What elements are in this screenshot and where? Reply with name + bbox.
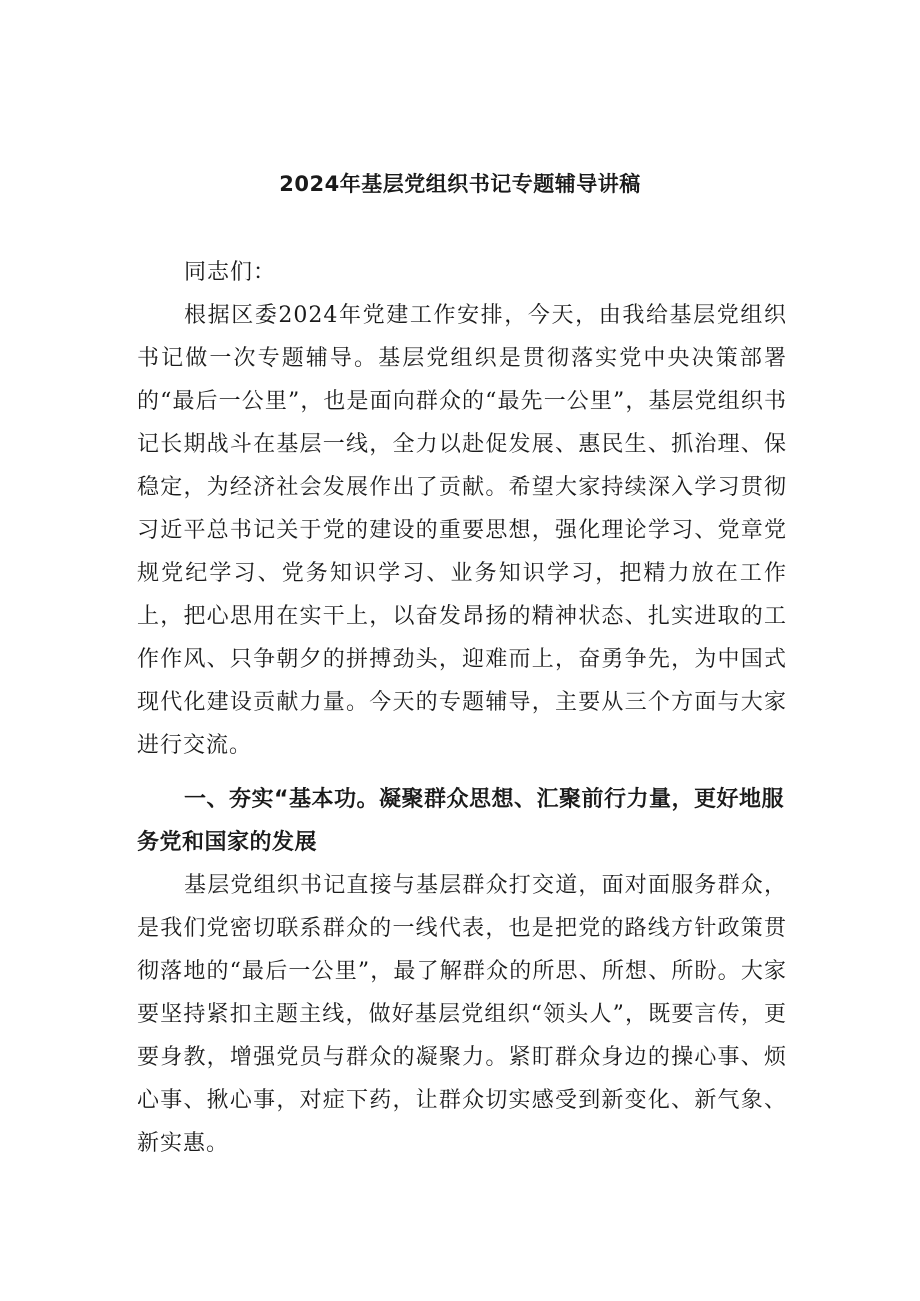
document-title: 2024年基层党组织书记专题辅导讲稿 — [279, 172, 641, 196]
section-heading-1: 一、夯实“基本功。凝聚群众思想、汇聚前行力量，更好地服务党和国家的发展 — [137, 787, 784, 855]
paragraph-section-1: 基层党组织书记直接与基层群众打交道，面对面服务群众，是我们党密切联系群众的一线代表，也是把党的路线方针政策贯彻落地的“最后一公里”，最了解群众的所思、所想、所盼。大家要坚持紧扣主题主线，做好基层党组织“领头人”，既要言传，更要身教，增强党员与群众的凝聚力。紧盯群众身边的操心事、烦心事、揪心事，对症下药，让群众切实感受到新变化、新气象、新实惠。 — [137, 873, 787, 1156]
paragraph-intro: 根据区委2024年党建工作安排，今天，由我给基层党组织书记做一次专题辅导。基层党组织是贯彻落实党中央决策部署的“最后一公里”，也是面向群众的“最先一公里”，基层党组织书记长期战斗在基层一线，全力以赴促发展、惠民生、抓治理、保稳定，为经济社会发展作出了贡献。希望大家持续深入学习贯彻习近平总书记关于党的建设的重要思想，强化理论学习、党章党规党纪学习、党务知识学习、业务知识学习，把精力放在工作上，把心思用在实干上，以奋发昂扬的精神状态、扎实进取的工作作风、只争朝夕的拼搏劲头，迎难而上，奋勇争先，为中国式现代化建设贡献力量。今天的专题辅导，主要从三个方面与大家进行交流。 — [137, 303, 787, 758]
salutation: 同志们： — [184, 260, 277, 285]
